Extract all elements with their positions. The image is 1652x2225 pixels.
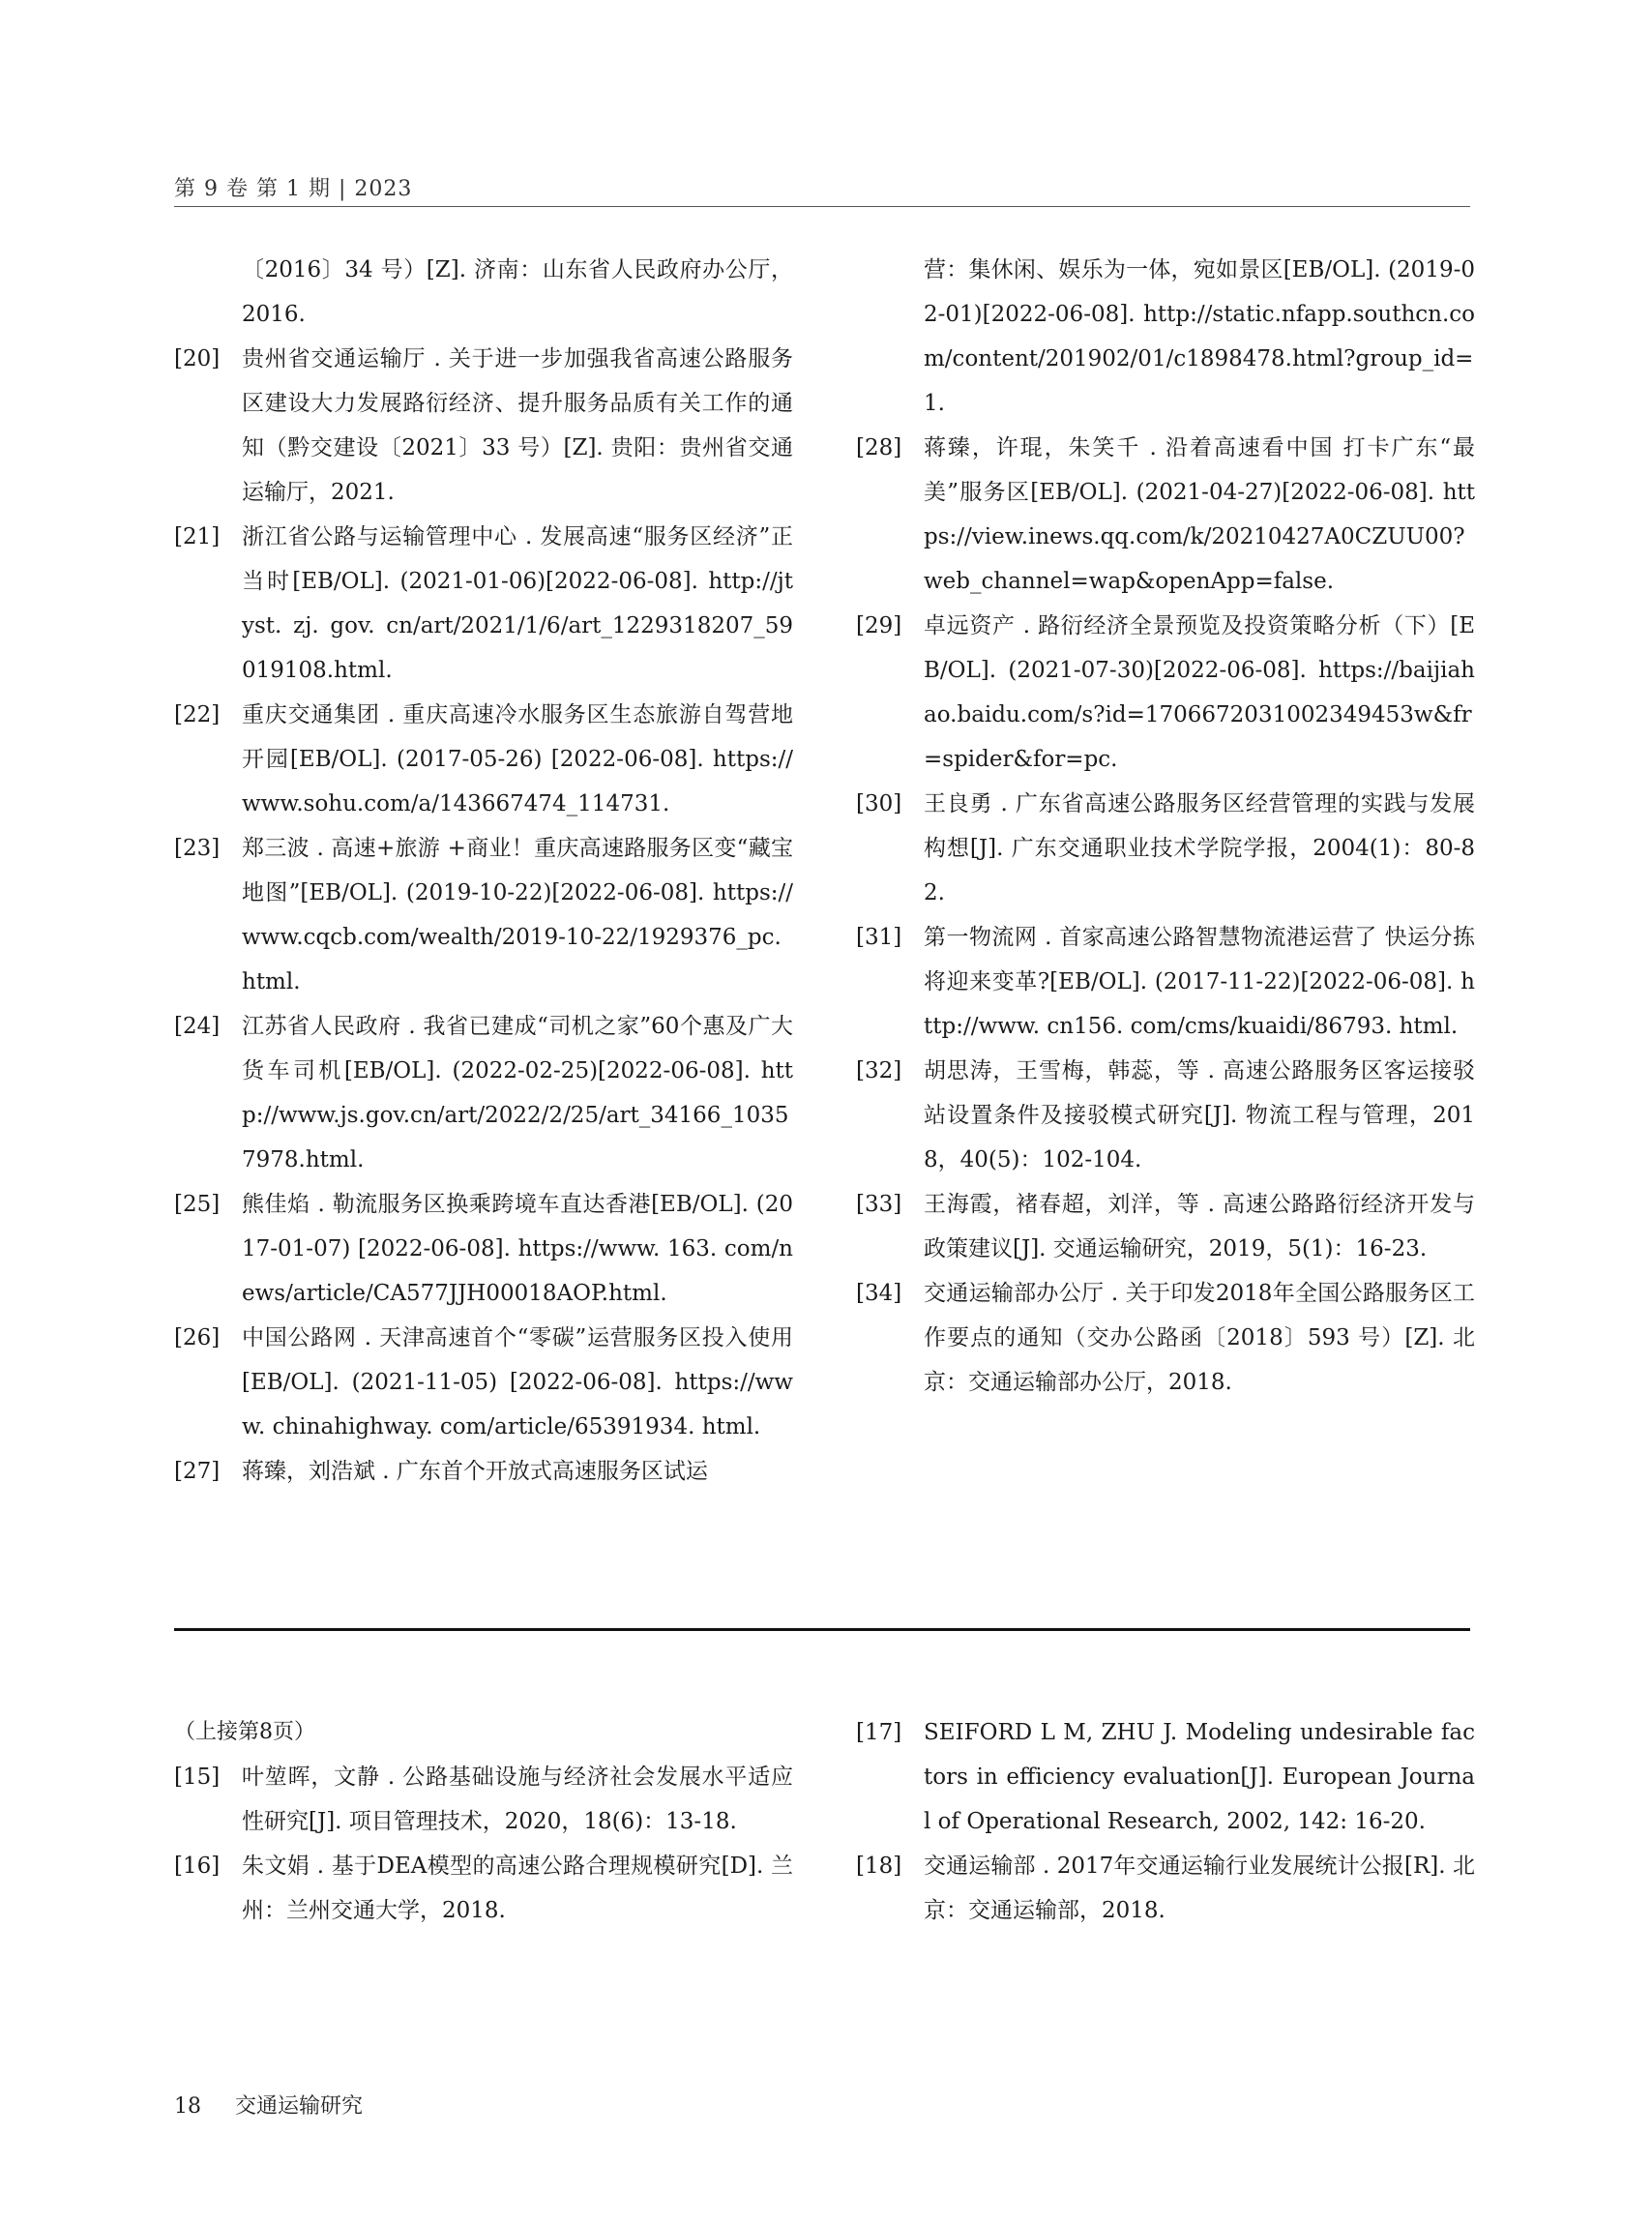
reference-text: 贵州省交通运输厅 . 关于进一步加强我省高速公路服务区建设大力发展路衍经济、提升服务品质有关工作的通知（黔交建设〔2021〕33 号）[Z]. 贵阳：贵州省交通运输厅，2021. [242, 346, 793, 505]
reference-item [174, 515, 793, 693]
reference-item [856, 1710, 1475, 1844]
reference-text: SEIFORD L M, ZHU J. Modeling undesirable factors in efficiency evaluation[J]. European Journal of Operational Research, 2002, 142: 16-20. [924, 1720, 1475, 1834]
references-bottom-left-column [174, 1710, 793, 1933]
reference-number: [34] [856, 1281, 902, 1306]
reference-text: 胡思涛，王雪梅，韩蕊，等 . 高速公路服务区客运接驳站设置条件及接驳模式研究[J]. 物流工程与管理，2018，40(5)：102-104. [924, 1058, 1475, 1172]
reference-number: [21] [174, 524, 221, 549]
header-rule [174, 206, 1470, 207]
reference-item [856, 915, 1475, 1049]
reference-item [174, 1844, 793, 1933]
reference-text: 熊佳焰 . 勒流服务区换乘跨境车直达香港[EB/OL]. (2017-01-07) [2022-06-08]. https://www. 163. com/news/article/CA577JJH00018AOP.html. [242, 1192, 793, 1306]
reference-text: 蒋臻，许琨，朱笑千 . 沿着高速看中国 打卡广东“最美”服务区[EB/OL]. (2021-04-27)[2022-06-08]. https://view.inews.qq.com/k/20210427A0CZUU00?web_channel=wap&openApp=false. [924, 435, 1475, 594]
reference-item [856, 426, 1475, 604]
reference-text: 叶堃晖，文静 . 公路基础设施与经济社会发展水平适应性研究[J]. 项目管理技术，2020，18(6)：13-18. [242, 1765, 793, 1834]
reference-number: [30] [856, 791, 902, 816]
reference-number: [28] [856, 435, 902, 460]
reference-number: [24] [174, 1014, 221, 1039]
reference-item [174, 1182, 793, 1316]
reference-number: [33] [856, 1192, 902, 1217]
reference-text: 王良勇 . 广东省高速公路服务区经营管理的实践与发展构想[J]. 广东交通职业技术学院学报，2004(1)：80-82. [924, 791, 1475, 905]
reference-text: 郑三波 . 高速+旅游 +商业！重庆高速路服务区变“藏宝地图”[EB/OL]. (2019-10-22)[2022-06-08]. https://www.cqcb.com/wealth/2019-10-22/1929376_pc.html. [242, 836, 793, 994]
reference-text: 交通运输部 . 2017年交通运输行业发展统计公报[R]. 北京：交通运输部，2018. [924, 1854, 1475, 1923]
reference-item [856, 1182, 1475, 1271]
reference-number: [17] [856, 1720, 902, 1745]
reference-number: [27] [174, 1459, 221, 1484]
reference-number: [25] [174, 1192, 221, 1217]
reference-number: [23] [174, 836, 221, 861]
reference-text: 王海霞，褚春超，刘洋，等 . 高速公路路衍经济开发与政策建议[J]. 交通运输研究，2019，5(1)：16-23. [924, 1192, 1475, 1261]
reference-item [174, 1004, 793, 1182]
reference-item [856, 604, 1475, 782]
reference-item [174, 1316, 793, 1449]
reference-number: [22] [174, 702, 221, 727]
references-bottom-right-column [856, 1710, 1475, 1933]
reference-text: 第一物流网 . 首家高速公路智慧物流港运营了 快运分拣将迎来变革?[EB/OL]. (2017-11-22)[2022-06-08]. http://www. cn156. com/cms/kuaidi/86793. html. [924, 925, 1475, 1039]
page-number: 18 [174, 2094, 201, 2119]
reference-item [856, 1049, 1475, 1182]
reference-text: 重庆交通集团 . 重庆高速冷水服务区生态旅游自驾营地开园[EB/OL]. (2017-05-26) [2022-06-08]. https://www.sohu.com/a/143667474_114731. [242, 702, 793, 816]
references-top-right-column [856, 248, 1475, 1405]
reference-number: [32] [856, 1058, 902, 1083]
reference-item [174, 826, 793, 1004]
reference-number: [20] [174, 346, 221, 371]
reference-continuation: 〔2016〕34 号）[Z]. 济南：山东省人民政府办公厅，2016. [242, 257, 793, 327]
reference-text: 卓远资产 . 路衍经济全景预览及投资策略分析（下）[EB/OL]. (2021-07-30)[2022-06-08]. https://baijiahao.baidu.com/s?id=1706672031002349453w&fr=spider&for=pc. [924, 613, 1475, 772]
reference-text: 江苏省人民政府 . 我省已建成“司机之家”60个惠及广大货车司机[EB/OL]. (2022-02-25)[2022-06-08]. http://www.js.gov.cn/art/2022/2/25/art_34166_10357978.html. [242, 1014, 793, 1172]
reference-text: 中国公路网 . 天津高速首个“零碳”运营服务区投入使用[EB/OL]. (2021-11-05) [2022-06-08]. https://www. chinahighway. com/article/65391934. html. [242, 1325, 793, 1439]
references-top-left-column [174, 248, 793, 1494]
journal-name: 交通运输研究 [235, 2094, 364, 2119]
reference-continuation: 营：集休闲、娱乐为一体，宛如景区[EB/OL]. (2019-02-01)[2022-06-08]. http://static.nfapp.southcn.com/content/201902/01/c1898478.html?group_id=1. [924, 257, 1475, 416]
reference-number: [31] [856, 925, 902, 950]
reference-text: 交通运输部办公厅 . 关于印发2018年全国公路服务区工作要点的通知（交办公路函〔2018〕593 号）[Z]. 北京：交通运输部办公厅，2018. [924, 1281, 1475, 1395]
reference-text: 蒋臻，刘浩斌 . 广东首个开放式高速服务区试运 [242, 1459, 708, 1484]
reference-item [856, 1844, 1475, 1933]
reference-number: [18] [856, 1854, 902, 1879]
running-header: 第 9 卷 第 1 期 | 2023 [174, 177, 413, 201]
reference-item [174, 1755, 793, 1844]
reference-item [174, 693, 793, 826]
reference-text: 浙江省公路与运输管理中心 . 发展高速“服务区经济”正当时[EB/OL]. (2021-01-06)[2022-06-08]. http://jtyst. zj. gov. cn/art/2021/1/6/art_1229318207_59019108.html. [242, 524, 793, 683]
reference-text: 朱文娟 . 基于DEA模型的高速公路合理规模研究[D]. 兰州：兰州交通大学，2018. [242, 1854, 793, 1923]
reference-number: [26] [174, 1325, 221, 1350]
reference-number: [16] [174, 1854, 221, 1879]
continued-from-note: （上接第8页） [174, 1720, 315, 1744]
reference-item [174, 1449, 793, 1494]
reference-number: [15] [174, 1765, 221, 1790]
reference-item [856, 782, 1475, 915]
page-footer [174, 2090, 390, 2120]
section-divider [174, 1628, 1470, 1631]
reference-item [174, 337, 793, 515]
reference-number: [29] [856, 613, 902, 638]
reference-item [856, 1271, 1475, 1405]
